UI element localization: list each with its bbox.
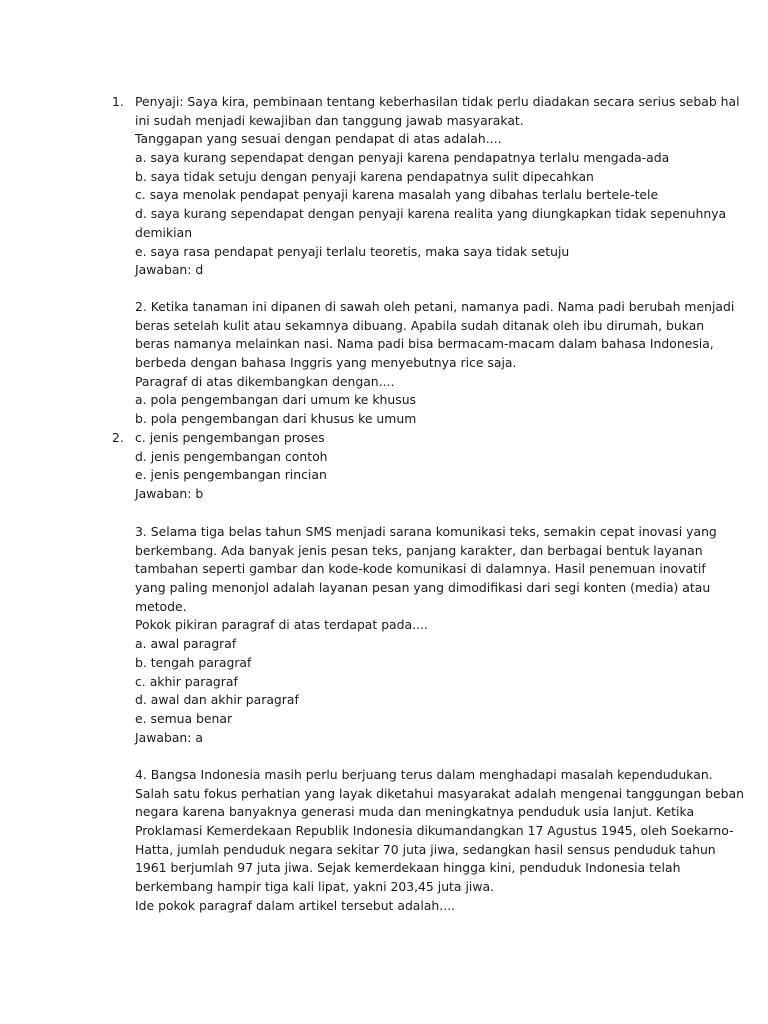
text-line: Proklamasi Kemerdekaan Republik Indonesia dikumandangkan 17 Agustus 1945, oleh Soekarno- <box>135 823 734 839</box>
text-line: Penyaji: Saya kira, pembinaan tentang keberhasilan tidak perlu diadakan secara serius sebab hal <box>135 94 740 109</box>
option-d: d. awal dan akhir paragraf <box>135 692 299 708</box>
option-b: b. pola pengembangan dari khusus ke umum <box>135 411 417 427</box>
option-d-cont: demikian <box>135 224 193 240</box>
option-d: d. jenis pengembangan contoh <box>135 448 328 464</box>
text-line: Salah satu fokus perhatian yang layak diketahui masyarakat adalah mengenai tanggungan beban <box>135 785 744 801</box>
option-d: d. saya kurang sependapat dengan penyaji karena realita yang diungkapkan tidak sepenuhnya <box>135 206 727 222</box>
text-line: metode. <box>135 598 187 614</box>
option-c: c. saya menolak pendapat penyaji karena masalah yang dibahas terlalu bertele-tele <box>135 187 659 203</box>
text-line: 1961 berjumlah 97 juta jiwa. Sejak kemerdekaan hingga kini, penduduk Indonesia telah <box>135 860 681 876</box>
option-c: c. jenis pengembangan proses <box>135 429 325 445</box>
text-line: 3. Selama tiga belas tahun SMS menjadi sarana komunikasi teks, semakin cepat inovasi yang <box>135 524 717 539</box>
text-line: beras namanya melainkan nasi. Nama padi bisa bermacam-macam dalam bahasa Indonesia, <box>135 336 714 352</box>
text-line: Tanggapan yang sesuai dengan pendapat di atas adalah.... <box>135 131 502 147</box>
question-4 <box>135 766 744 916</box>
list-number-2: 2. <box>112 430 124 445</box>
answer-1: Jawaban: d <box>135 262 204 278</box>
text-line: 2. Ketika tanaman ini dipanen di sawah oleh petani, namanya padi. Nama padi berubah menjadi <box>135 299 735 314</box>
text-line: negara karena banyaknya generasi muda dan meningkatnya penduduk usia lanjut. Ketika <box>135 804 695 820</box>
answer-2: Jawaban: b <box>135 485 204 501</box>
text-line: 4. Bangsa Indonesia masih perlu berjuang terus dalam menghadapi masalah kependudukan. <box>135 767 713 782</box>
text-line: tambahan seperti gambar dan kode-kode komunikasi di dalamnya. Hasil penemuan inovatif <box>135 561 706 577</box>
text-line: Pokok pikiran paragraf di atas terdapat pada.... <box>135 617 428 633</box>
option-b: b. tengah paragraf <box>135 654 252 670</box>
option-b: b. saya tidak setuju dengan penyaji karena pendapatnya sulit dipecahkan <box>135 168 594 184</box>
answer-3: Jawaban: a <box>135 729 203 745</box>
text-line: berkembang hampir tiga kali lipat, yakni 203,45 juta jiwa. <box>135 879 494 895</box>
question-2 <box>135 298 735 504</box>
question-3 <box>135 523 717 747</box>
text-line: ini sudah menjadi kewajiban dan tanggung jawab masyarakat. <box>135 112 524 128</box>
text-line: beras setelah kulit atau sekamnya dibuang. Apabila sudah ditanak oleh ibu dirumah, bukan <box>135 317 705 333</box>
text-line: Hatta, jumlah penduduk negara sekitar 70 juta jiwa, sedangkan hasil sensus penduduk tahun <box>135 841 716 857</box>
option-a: a. saya kurang sependapat dengan penyaji karena pendapatnya terlalu mengada-ada <box>135 150 670 166</box>
text-line: yang paling menonjol adalah layanan pesan yang dimodifikasi dari segi konten (media) atau <box>135 580 711 596</box>
option-a: a. pola pengembangan dari umum ke khusus <box>135 392 417 408</box>
text-line: berbeda dengan bahasa Inggris yang menyebutnya rice saja. <box>135 355 517 371</box>
text-line: Paragraf di atas dikembangkan dengan.... <box>135 373 395 389</box>
question-prompt-4: Ide pokok paragraf dalam artikel tersebut adalah.... <box>135 897 456 913</box>
option-e: e. jenis pengembangan rincian <box>135 467 327 483</box>
option-e: e. saya rasa pendapat penyaji terlalu teoretis, maka saya tidak setuju <box>135 243 570 259</box>
question-1 <box>135 93 740 280</box>
option-a: a. awal paragraf <box>135 636 237 652</box>
option-c: c. akhir paragraf <box>135 673 238 689</box>
text-line: berkembang. Ada banyak jenis pesan teks, panjang karakter, dan berbagai bentuk layanan <box>135 542 703 558</box>
list-number-1: 1. <box>112 94 124 109</box>
option-e: e. semua benar <box>135 710 233 726</box>
